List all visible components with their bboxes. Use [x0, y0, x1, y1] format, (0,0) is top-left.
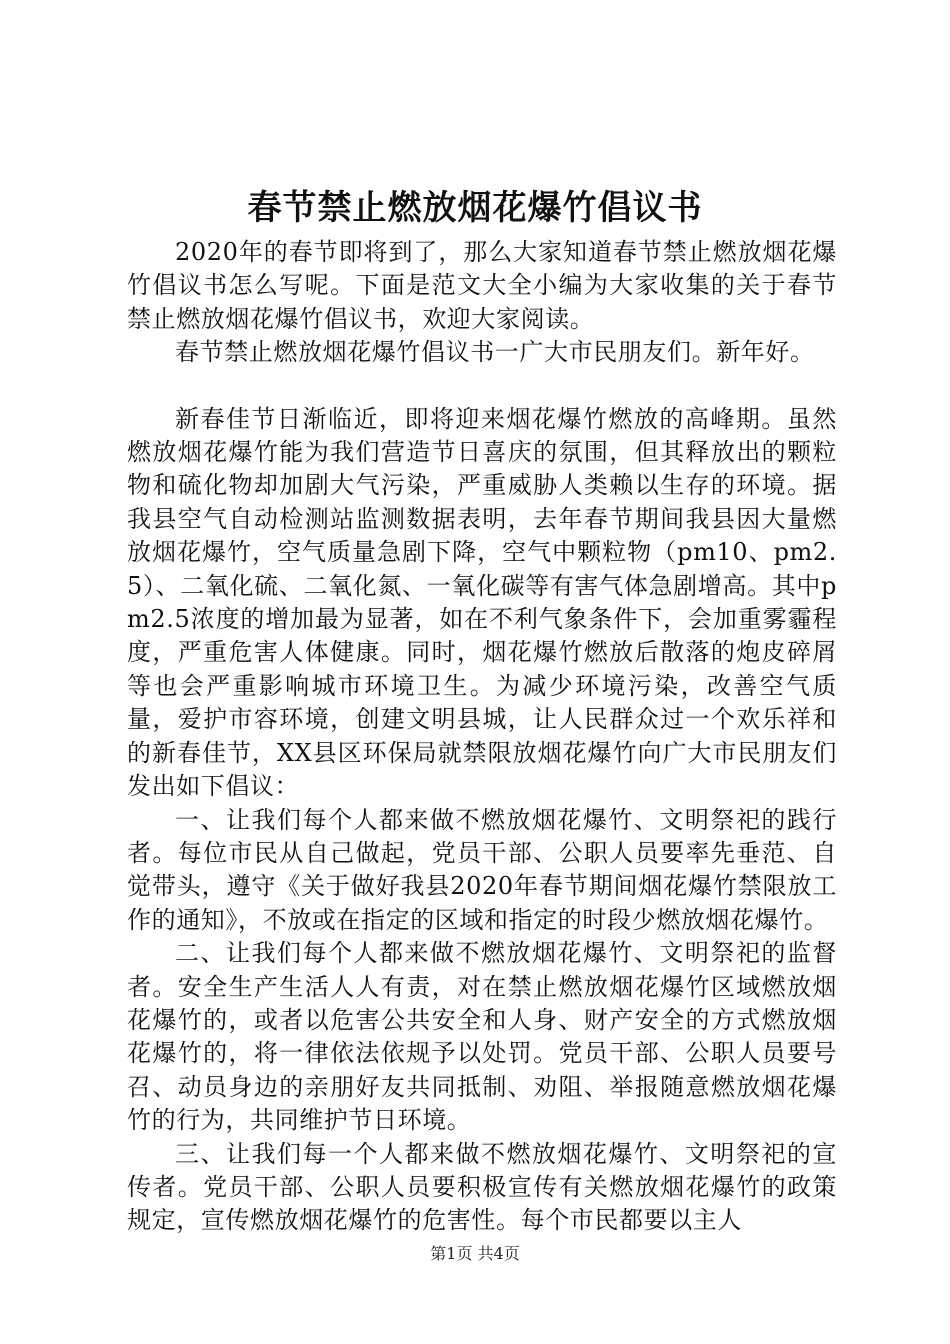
page-number-footer: 第1页 共4页: [430, 1244, 520, 1263]
document-title: 春节禁止燃放烟花爆竹倡议书: [247, 188, 703, 228]
proposal-2-paragraph: 二、让我们每个人都来做不燃放烟花爆竹、文明祭祀的监督者。安全生产生活人人有责，对在禁止燃放烟花爆竹区域燃放烟花爆竹的，或者以危害公共安全和人身、财产安全的方式燃放烟花爆竹的，将一律依法依规予以处罚。党员干部、公职人员要号召、动员身边的亲朋好友共同抵制、劝阻、举报随意燃放烟花爆竹的行为，共同维护节日环境。: [127, 939, 837, 1135]
proposal-3-paragraph: 三、让我们每一个人都来做不燃放烟花爆竹、文明祭祀的宣传者。党员干部、公职人员要积极宣传有关燃放烟花爆竹的政策规定，宣传燃放烟花爆竹的危害性。每个市民都要以主人: [127, 1139, 837, 1235]
background-paragraph: 新春佳节日渐临近，即将迎来烟花爆竹燃放的高峰期。虽然燃放烟花爆竹能为我们营造节日喜庆的氛围，但其释放出的颗粒物和硫化物却加剧大气污染，严重威胁人类赖以生存的环境。据我县空气自动检测站监测数据表明，去年春节期间我县因大量燃放烟花爆竹，空气质量急剧下降，空气中颗粒物（pm10、pm2.5）、二氧化硫、二氧化氮、一氧化碳等有害气体急剧增高。其中pm2.5浓度的增加最为显著，如在不利气象条件下，会加重雾霾程度，严重危害人体健康。同时，烟花爆竹燃放后散落的炮皮碎屑等也会严重影响城市环境卫生。为减少环境污染，改善空气质量，爱护市容环境，创建文明县城，让人民群众过一个欢乐祥和的新春佳节，XX县区环保局就禁限放烟花爆竹向广大市民朋友们发出如下倡议：: [127, 404, 837, 801]
greeting-paragraph: 春节禁止燃放烟花爆竹倡议书一广大市民朋友们。新年好。: [175, 338, 815, 367]
proposal-1-paragraph: 一、让我们每个人都来做不燃放烟花爆竹、文明祭祀的践行者。每位市民从自己做起，党员干部、公职人员要率先垂范、自觉带头，遵守《关于做好我县2020年春节期间烟花爆竹禁限放工作的通知》，不放或在指定的区域和指定的时段少燃放烟花爆竹。: [127, 805, 837, 934]
intro-paragraph: 2020年的春节即将到了，那么大家知道春节禁止燃放烟花爆竹倡议书怎么写呢。下面是范文大全小编为大家收集的关于春节禁止燃放烟花爆竹倡议书，欢迎大家阅读。: [127, 238, 837, 333]
document-body: [127, 236, 837, 1238]
